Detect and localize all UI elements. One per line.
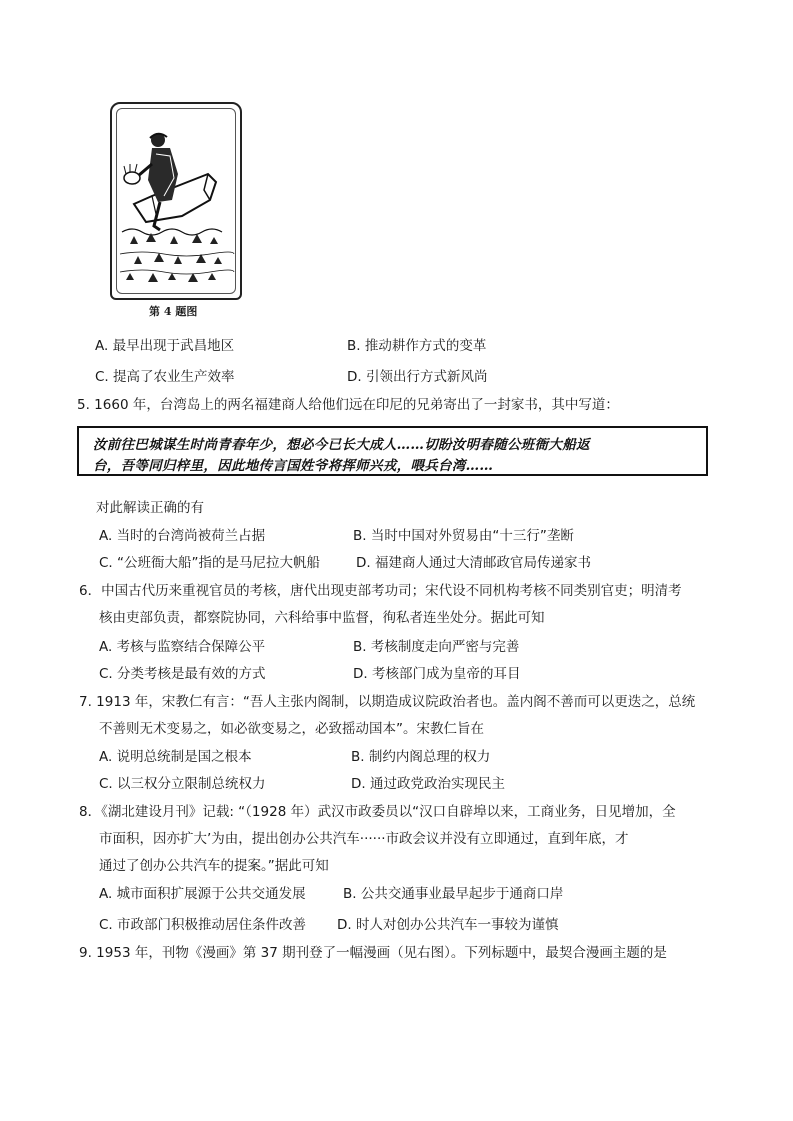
q5-option-b: B. 当时中国对外贸易由“十三行”垄断 <box>353 528 574 544</box>
q7-stem-line-2: 不善则无术变易之，如必欲变易之，必致摇动国本”。宋教仁旨在 <box>99 721 484 737</box>
q8-option-a: A. 城市面积扩展源于公共交通发展 <box>99 886 306 902</box>
q5-prompt: 对此解读正确的有 <box>96 500 204 516</box>
q4-option-b: B. 推动耕作方式的变革 <box>347 338 487 354</box>
q6-option-a: A. 考核与监察结合保障公平 <box>99 639 266 655</box>
q5-option-d: D. 福建商人通过大清邮政官局传递家书 <box>356 555 591 571</box>
q6-option-d: D. 考核部门成为皇帝的耳目 <box>353 666 521 682</box>
q7-option-d: D. 通过政党政治实现民主 <box>351 776 505 792</box>
q7-stem-line-1: 7. 1913 年，宋教仁有言：“吾人主张内阁制，以期造成议院政治者也。盖内阁不善而可以更迭之，总统 <box>79 694 696 710</box>
q9-stem: 9. 1953 年，刊物《漫画》第 37 期刊登了一幅漫画（见右图）。下列标题中，最契合漫画主题的是 <box>79 945 667 961</box>
q8-option-b: B. 公共交通事业最早起步于通商口岸 <box>343 886 564 902</box>
q6-stem-line-1: 6．中国古代历来重视官员的考核，唐代出现吏部考功司；宋代设不同机构考核不同类别官吏；明清考 <box>79 583 682 599</box>
figure-caption: 第 4 题图 <box>149 305 198 318</box>
q5-letter-quote-box <box>77 426 708 476</box>
q8-stem-line-2: 市面积，因亦扩大’为由，提出创办公共汽车······市政会议并没有立即通过，直到年底，才 <box>99 831 629 847</box>
q5-quote-line-2: 台，吾等同归梓里，因此地传言国姓爷将挥师兴戎，喂兵台湾…… <box>93 458 494 474</box>
q8-option-d: D. 时人对创办公共汽车一事较为谨慎 <box>337 917 559 933</box>
q4-option-c: C. 提高了农业生产效率 <box>95 369 235 385</box>
question-4-figure <box>110 102 242 300</box>
q7-option-b: B. 制约内阁总理的权力 <box>351 749 491 765</box>
q8-stem-line-3: 通过了创办公共汽车的提案。”据此可知 <box>99 858 329 874</box>
q6-option-c: C. 分类考核是最有效的方式 <box>99 666 266 682</box>
q4-option-d: D. 引领出行方式新风尚 <box>347 369 488 385</box>
q8-option-c: C. 市政部门积极推动居住条件改善 <box>99 917 307 933</box>
q6-stem-line-2: 核由吏部负责，都察院协同，六科给事中监督，徇私者连坐处分。据此可知 <box>99 610 545 626</box>
q8-stem-line-1: 8．《湖北建设月刊》记载: “（1928 年）武汉市政委员以“汉口自辟埠以来，工商业务，日见增加，全 <box>79 804 676 820</box>
q5-option-a: A. 当时的台湾尚被荷兰占据 <box>99 528 266 544</box>
q6-option-b: B. 考核制度走向严密与完善 <box>353 639 520 655</box>
q5-option-c: C. “公班衙大船”指的是马尼拉大帆船 <box>99 555 320 571</box>
q4-option-a: A. 最早出现于武昌地区 <box>95 338 235 354</box>
q7-option-a: A. 说明总统制是国之根本 <box>99 749 252 765</box>
q5-stem: 5. 1660 年，台湾岛上的两名福建商人给他们远在印尼的兄弟寄出了一封家书，其中写道： <box>77 397 619 413</box>
woodcut-illustration <box>112 104 240 298</box>
q5-quote-line-1: 汝前往巴城谋生时尚青春年少，想必今已长大成人……切盼汝明春随公班衙大船返 <box>93 437 590 453</box>
q7-option-c: C. 以三权分立限制总统权力 <box>99 776 266 792</box>
